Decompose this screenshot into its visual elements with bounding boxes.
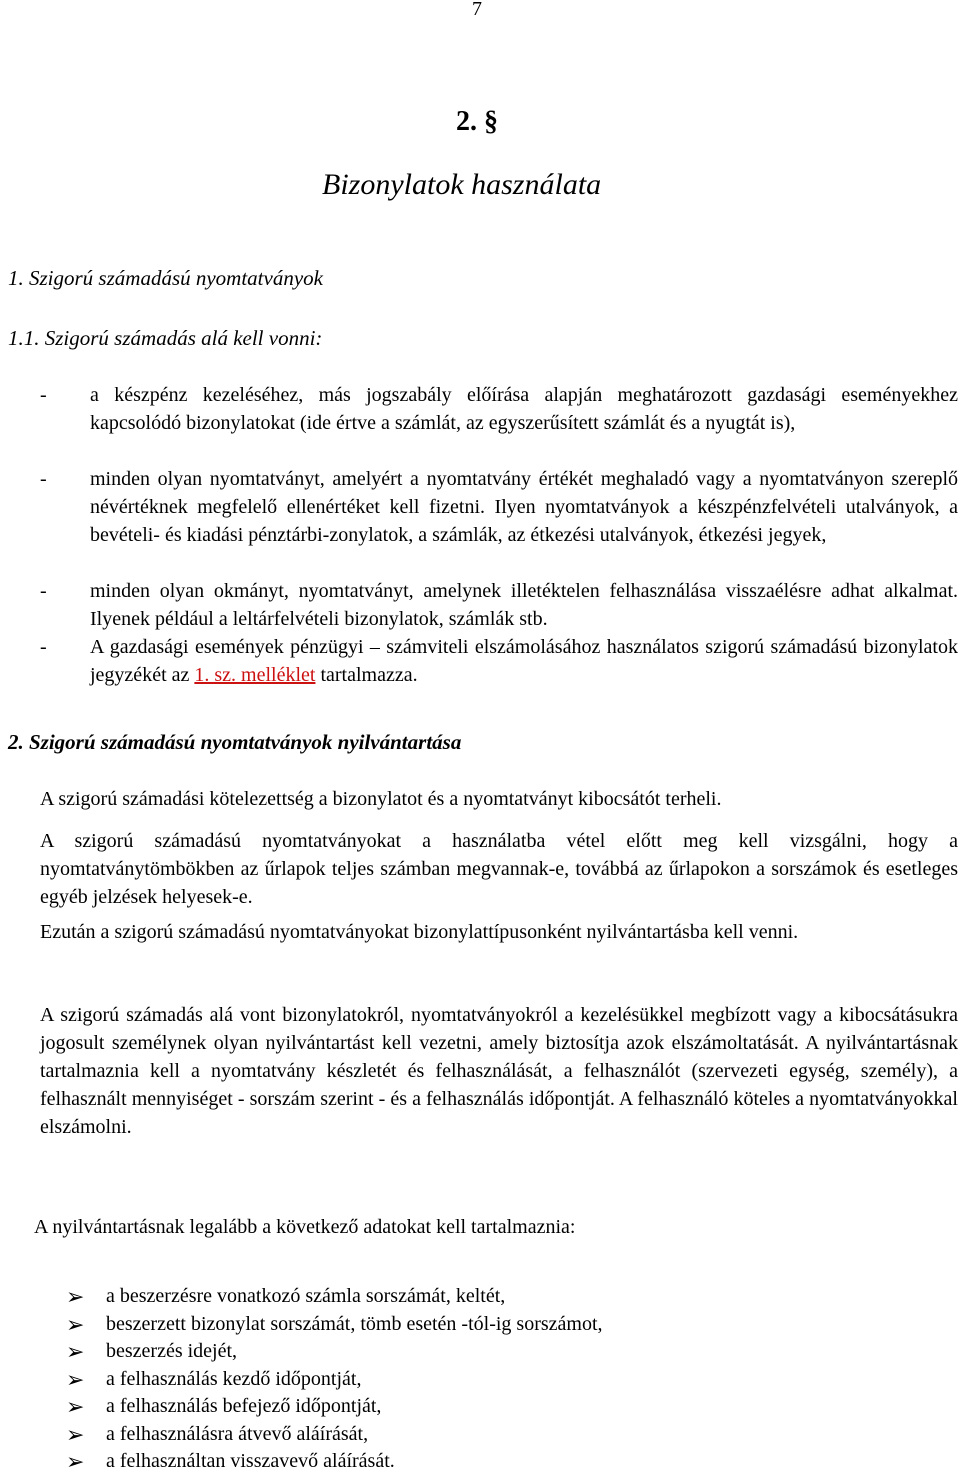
arrow-bullet-icon: ➢ <box>66 1366 85 1392</box>
attachment-link[interactable]: 1. sz. melléklet <box>194 664 316 686</box>
dash-marker: - <box>40 636 47 658</box>
arrow-bullet-icon: ➢ <box>66 1449 85 1474</box>
dash-marker: - <box>40 468 47 490</box>
paragraph: A szigorú számadású nyomtatványokat a használatba vétel előtt meg kell vizsgálni, hogy a nyomtatványtömbökben az űrlapok teljes számban megvannak-e, továbbá az űrlapokon a sorszámok és esetleges egyéb jelzések helyesek-e. <box>40 830 958 908</box>
arrow-bullet-icon: ➢ <box>66 1311 85 1337</box>
dash-item <box>40 465 958 549</box>
dash-item <box>40 381 958 437</box>
list-item-text: beszerzés idejét, <box>106 1340 238 1362</box>
dash-marker: - <box>40 580 47 602</box>
list-item-text: a beszerzésre vonatkozó számla sorszámát, keltét, <box>106 1285 506 1307</box>
list-item-text: a felhasználásra átvevő aláírását, <box>106 1422 369 1445</box>
dash-item-text: minden olyan okmányt, nyomtatványt, amelynek illetéktelen felhasználása visszaélésre adhat alkalmat. Ilyenek például a leltárfelvételi bizonylatok, számlák stb. <box>90 580 958 630</box>
paragraph: A szigorú számadás alá vont bizonylatokról, nyomtatványokról a kezelésükkel megbízott vagy a kibocsátásukra jogosult személynek olyan nyilvántartást kell vezetni, amely biztosítja azok elszámoltatását. A nyilvántartásnak tartalmaznia kell a nyomtatvány készletét és felhasználását, a felhasználót (szervezeti egység, személy), a felhasznált mennyiséget - sorszám szerint - és a felhasználás időpontját. A felhasználó köteles a nyomtatványokkal elszámolni. <box>40 1004 958 1138</box>
list-item-text: a felhasználás kezdő időpontját, <box>106 1367 362 1390</box>
arrow-bullet-icon: ➢ <box>66 1339 85 1364</box>
arrow-bullet-icon: ➢ <box>66 1421 85 1447</box>
dash-item-text-after: tartalmazza. <box>315 664 418 686</box>
section-number: 2. § <box>456 106 498 137</box>
heading-1: 1. Szigorú számadású nyomtatványok <box>8 266 323 290</box>
dash-item-text <box>90 633 958 689</box>
arrow-bullet-icon: ➢ <box>66 1284 85 1309</box>
arrow-bullet-icon: ➢ <box>66 1394 85 1419</box>
section-title: Bizonylatok használata <box>322 168 602 201</box>
dash-item-text: a készpénz kezeléséhez, más jogszabály előírása alapján meghatározott gazdasági eseményekhez kapcsolódó bizonylatokat (ide értve a számlát, az egyszerűsített számlát és a nyugtát is), <box>90 384 958 434</box>
dash-item-text: minden olyan nyomtatványt, amelyért a nyomtatvány értékét meghaladó vagy a nyomtatványon szereplő névértéknek megfelelő ellenértéket kell fizetni. Ilyen nyomtatványok a készpénzfelvételi utalványok, a bevételi- és kiadási pénztárbi-zonylatok, a számlák, az étkezési utalványok, étkezési jegyek, <box>90 468 958 546</box>
dash-item-text-before: A gazdasági események pénzügyi – számviteli elszámolásához használatos szigorú számadású bizonylatok jegyzékét az <box>90 636 958 686</box>
paragraph: Ezután a szigorú számadású nyomtatványokat bizonylattípusonként nyilvántartásba kell venni. <box>40 921 799 943</box>
dash-marker: - <box>40 384 47 406</box>
list-item-text: a felhasználtan visszavevő aláírását. <box>106 1450 395 1472</box>
heading-1-1: 1.1. Szigorú számadás alá kell vonni: <box>8 326 323 350</box>
paragraph: A szigorú számadási kötelezettség a bizonylatot és a nyomtatványt kibocsátót terheli. <box>40 788 722 810</box>
paragraph: A nyilvántartásnak legalább a következő adatokat kell tartalmaznia: <box>34 1216 576 1238</box>
heading-2: 2. Szigorú számadású nyomtatványok nyilvántartása <box>8 730 462 754</box>
dash-item <box>40 633 958 689</box>
list-item-text: a felhasználás befejező időpontját, <box>106 1395 382 1417</box>
list-item-text: beszerzett bizonylat sorszámát, tömb esetén -tól-ig sorszámot, <box>106 1312 603 1335</box>
page-number: 7 <box>472 0 482 20</box>
dash-item <box>40 577 958 633</box>
